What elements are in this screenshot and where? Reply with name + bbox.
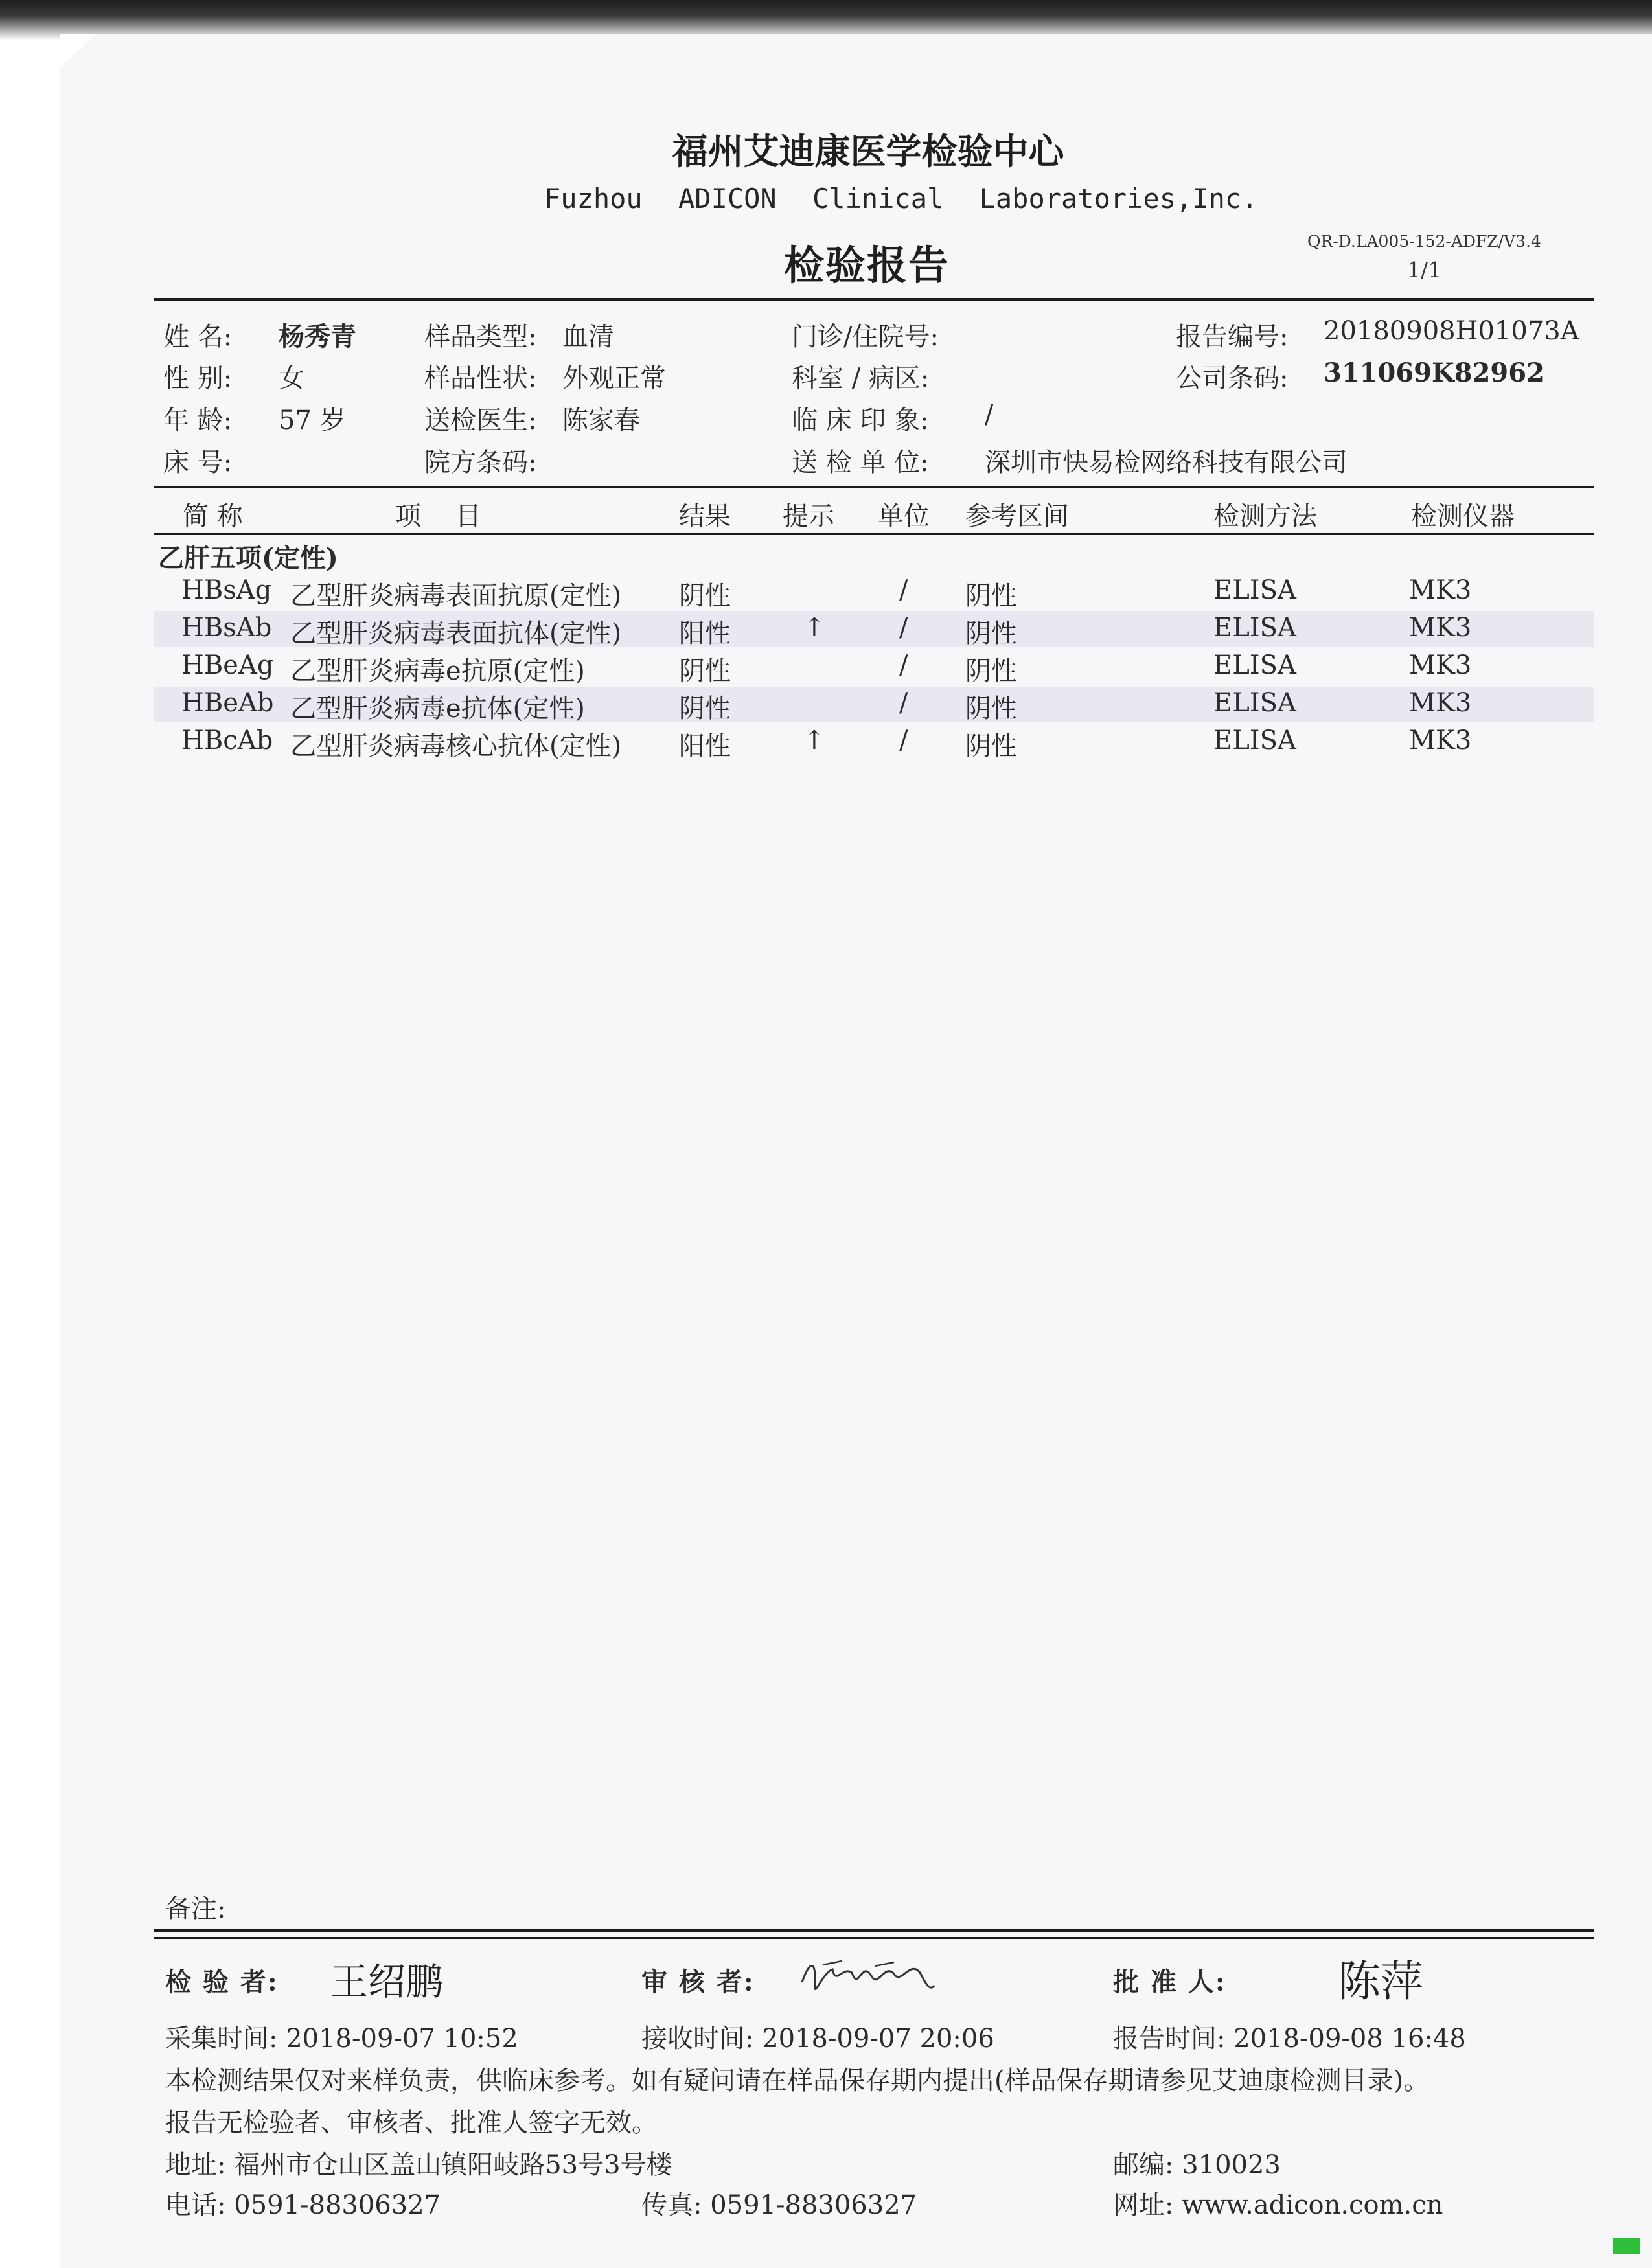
approver-label: 批 准 人: <box>1113 1967 1226 1997</box>
footer-rule-1 <box>154 1929 1594 1932</box>
row-result: 阴性 <box>679 581 731 611</box>
report-no-label: 报告编号: <box>1176 322 1289 352</box>
receive-time: 接收时间: 2018-09-07 20:06 <box>641 2024 994 2054</box>
age-label: 年 龄: <box>163 406 233 435</box>
barcode-label: 公司条码: <box>1176 363 1289 393</box>
row-unit: / <box>899 650 908 680</box>
doctor-label: 送检医生: <box>424 406 537 435</box>
sample-state-label: 样品性状: <box>424 363 537 393</box>
row-unit: / <box>899 688 908 718</box>
report-no: 20180908H01073A <box>1324 316 1579 346</box>
bed-label: 床 号: <box>163 448 233 477</box>
paper-corner <box>60 34 98 66</box>
sample-type: 血清 <box>562 322 614 352</box>
remark-label: 备注: <box>165 1894 226 1924</box>
org-name-en: Fuzhou ADICON Clinical Laboratories,Inc. <box>544 183 1258 214</box>
footer-rule-2 <box>154 1937 1594 1939</box>
dept-label: 科室 / 病区: <box>792 363 930 393</box>
col-method: 检测方法 <box>1213 501 1317 531</box>
row-item: 乙型肝炎病毒e抗原(定性) <box>290 656 585 686</box>
sex-label: 性 别: <box>163 363 233 393</box>
row-abbr: HBsAg <box>181 575 272 605</box>
row-method: ELISA <box>1213 688 1296 718</box>
tester-label: 检 验 者: <box>165 1967 279 1997</box>
row-flag: ↑ <box>803 613 825 643</box>
row-device: MK3 <box>1409 650 1472 680</box>
report-title: 检验报告 <box>784 242 950 289</box>
row-ref: 阴性 <box>965 694 1017 724</box>
page-number: 1/1 <box>1407 257 1442 282</box>
row-result: 阳性 <box>679 619 731 648</box>
website: 网址: www.adicon.com.cn <box>1113 2190 1443 2220</box>
table-top-rule <box>154 486 1594 488</box>
col-unit: 单位 <box>878 501 930 531</box>
row-abbr: HBeAb <box>181 688 274 718</box>
patient-age: 57 岁 <box>279 406 346 435</box>
row-method: ELISA <box>1213 650 1296 680</box>
signature-note: 报告无检验者、审核者、批准人签字无效。 <box>165 2108 658 2138</box>
row-result: 阴性 <box>679 694 731 724</box>
green-stamp-icon <box>1613 2238 1640 2254</box>
reviewer-signature <box>797 1947 939 2005</box>
row-item: 乙型肝炎病毒e抗体(定性) <box>290 694 585 724</box>
col-item: 项 目 <box>395 501 481 531</box>
sample-state: 外观正常 <box>562 363 666 393</box>
org-name-cn: 福州艾迪康医学检验中心 <box>672 130 1064 172</box>
row-item: 乙型肝炎病毒表面抗原(定性) <box>290 581 622 611</box>
row-item: 乙型肝炎病毒表面抗体(定性) <box>290 619 622 648</box>
row-abbr: HBcAb <box>181 726 273 755</box>
diagnosis: / <box>985 400 994 430</box>
clinic-label: 门诊/住院号: <box>792 322 939 352</box>
row-result: 阴性 <box>679 656 731 686</box>
row-device: MK3 <box>1409 613 1472 643</box>
doctor-name: 陈家春 <box>562 406 640 435</box>
row-method: ELISA <box>1213 613 1296 643</box>
row-flag: ↑ <box>803 726 825 755</box>
row-device: MK3 <box>1409 726 1472 755</box>
fax: 传真: 0591-88306327 <box>641 2190 917 2220</box>
row-device: MK3 <box>1409 575 1472 605</box>
company-barcode: 311069K82962 <box>1324 358 1544 388</box>
row-abbr: HBeAg <box>181 650 274 680</box>
diagnosis-label: 临 床 印 象: <box>792 406 929 435</box>
tester-signature: 王绍鹏 <box>330 1960 444 2004</box>
row-device: MK3 <box>1409 688 1472 718</box>
col-flag: 提示 <box>783 501 834 531</box>
row-ref: 阴性 <box>965 656 1017 686</box>
form-code: QR-D.LA005-152-ADFZ/V3.4 <box>1307 232 1541 251</box>
reviewer-label: 审 核 者: <box>641 1967 755 1997</box>
col-abbr: 简 称 <box>183 501 243 531</box>
row-method: ELISA <box>1213 575 1296 605</box>
row-unit: / <box>899 613 908 643</box>
unit-label: 送 检 单 位: <box>792 448 929 477</box>
row-unit: / <box>899 726 908 755</box>
hosp-code-label: 院方条码: <box>424 448 537 477</box>
name-label: 姓 名: <box>163 322 233 352</box>
row-unit: / <box>899 575 908 605</box>
row-item: 乙型肝炎病毒核心抗体(定性) <box>290 731 622 761</box>
row-ref: 阴性 <box>965 619 1017 648</box>
header-rule <box>154 298 1594 301</box>
header-bottom-rule <box>154 533 1594 535</box>
disclaimer-note: 本检测结果仅对来样负责，供临床参考。如有疑问请在样品保存期内提出(样品保存期请参见艾迪康检测目录)。 <box>165 2066 1430 2096</box>
patient-name: 杨秀青 <box>279 321 356 352</box>
row-ref: 阴性 <box>965 731 1017 761</box>
row-method: ELISA <box>1213 726 1296 755</box>
row-result: 阳性 <box>679 731 731 761</box>
postcode: 邮编: 310023 <box>1113 2150 1281 2180</box>
approver-signature: 陈萍 <box>1338 1956 1423 2006</box>
row-ref: 阴性 <box>965 581 1017 611</box>
patient-sex: 女 <box>279 363 304 393</box>
row-abbr: HBsAb <box>181 613 272 643</box>
col-ref: 参考区间 <box>965 501 1069 531</box>
test-group-title: 乙肝五项(定性) <box>158 543 338 573</box>
col-result: 结果 <box>679 501 731 531</box>
submitting-unit: 深圳市快易检网络科技有限公司 <box>985 448 1348 477</box>
phone: 电话: 0591-88306327 <box>165 2190 441 2220</box>
report-time: 报告时间: 2018-09-08 16:48 <box>1113 2024 1466 2054</box>
address: 地址: 福州市仓山区盖山镇阳岐路53号3号楼 <box>165 2150 672 2180</box>
col-device: 检测仪器 <box>1411 501 1515 531</box>
collect-time: 采集时间: 2018-09-07 10:52 <box>165 2024 518 2054</box>
sample-type-label: 样品类型: <box>424 322 537 352</box>
